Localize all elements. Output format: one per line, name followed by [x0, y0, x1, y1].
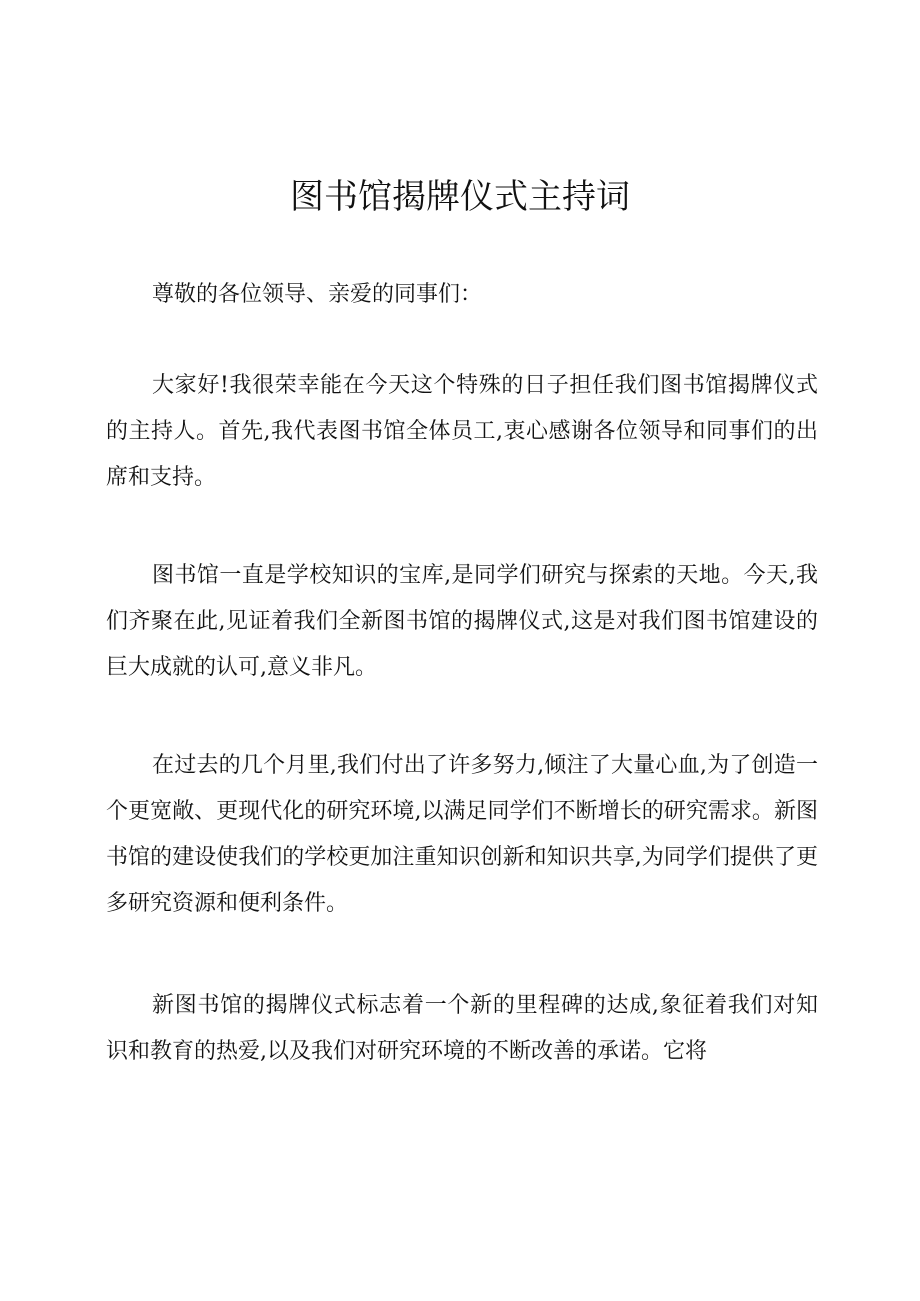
- paragraph-library-intro: 图书馆一直是学校知识的宝库,是同学们研究与探索的天地。今天,我们齐聚在此,见证着我们全新图书馆的揭牌仪式,这是对我们图书馆建设的巨大成就的认可,意义非凡。: [106, 563, 818, 680]
- paragraph-efforts: 在过去的几个月里,我们付出了许多努力,倾注了大量心血,为了创造一个更宽敞、更现代化的研究环境,以满足同学们不断增长的研究需求。新图书馆的建设使我们的学校更加注重知识创新和知识共享,为同学们提供了更多研究资源和便利条件。: [106, 753, 818, 916]
- paragraph-salutation: 尊敬的各位领导、亲爱的同事们：: [152, 282, 483, 307]
- paragraph-milestone: 新图书馆的揭牌仪式标志着一个新的里程碑的达成,象征着我们对知识和教育的热爱,以及我们对研究环境的不断改善的承诺。它将: [106, 993, 818, 1064]
- paragraph-greeting: 大家好!我很荣幸能在今天这个特殊的日子担任我们图书馆揭牌仪式的主持人。首先,我代表图书馆全体员工,衷心感谢各位领导和同事们的出席和支持。: [106, 373, 818, 490]
- page-title: 图书馆揭牌仪式主持词: [290, 177, 630, 217]
